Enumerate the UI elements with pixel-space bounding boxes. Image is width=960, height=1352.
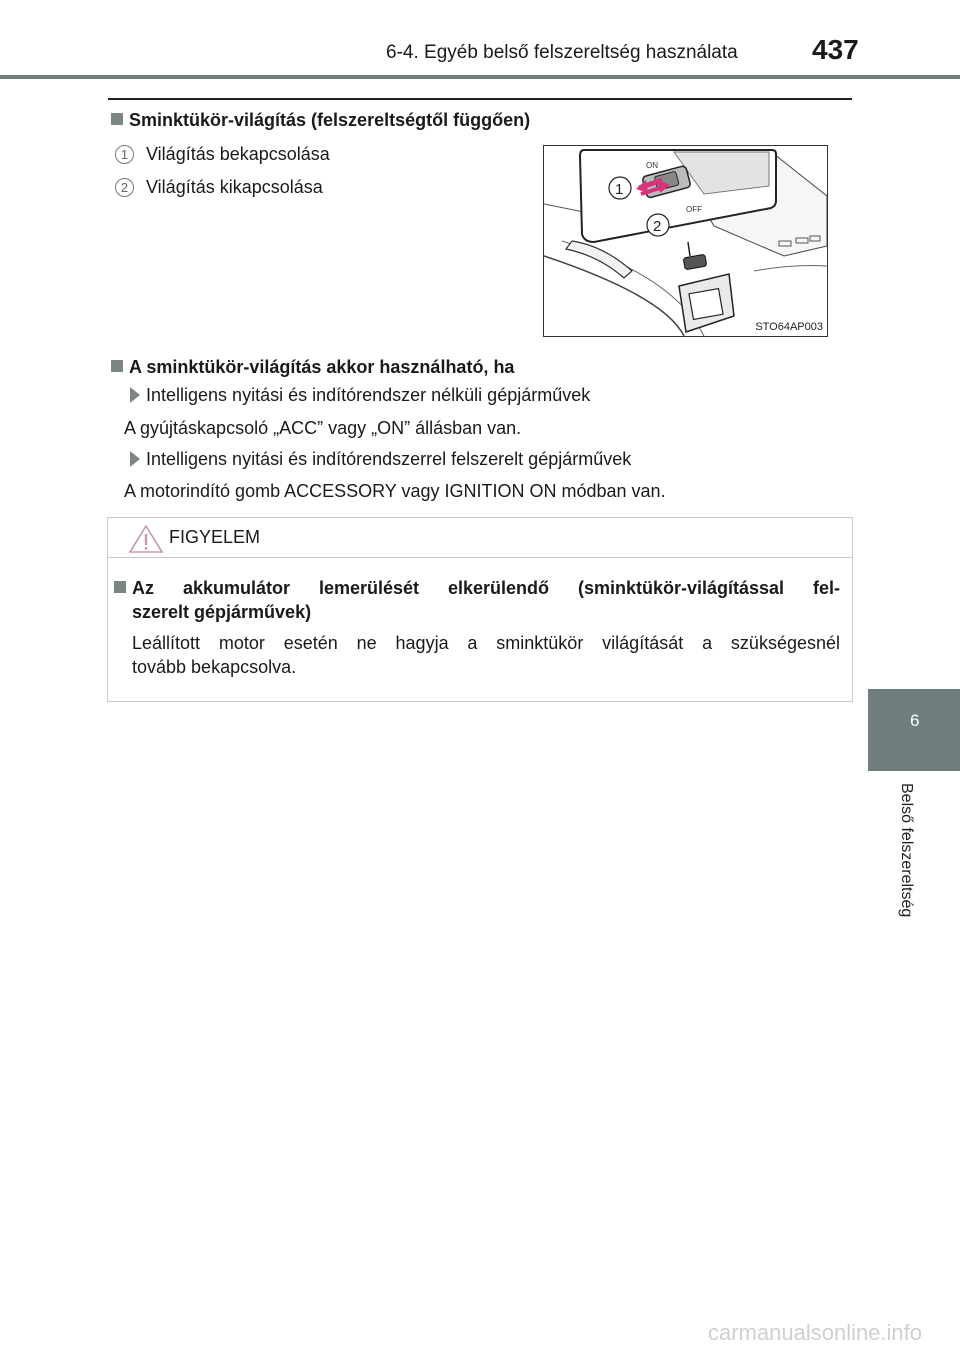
number-circle-2: 2 bbox=[115, 178, 134, 197]
case2-text: A motorindító gomb ACCESSORY vagy IGNITION ON módban van. bbox=[124, 481, 666, 501]
figure-on-label: ON bbox=[646, 161, 658, 170]
list-item bbox=[115, 177, 323, 198]
triangle-bullet-icon bbox=[130, 451, 140, 467]
list-item bbox=[115, 144, 330, 165]
chapter-tab bbox=[868, 689, 960, 771]
chapter-number: 6 bbox=[910, 711, 920, 730]
warning-heading-line1-text: Az akkumulátor lemerülését elkerülendő (sminktükör-világítással fel- bbox=[132, 578, 840, 598]
section2-heading bbox=[111, 357, 514, 378]
callout-1: 1 bbox=[615, 181, 624, 198]
figure-off-label: OFF bbox=[686, 205, 702, 214]
figure-code: STO64AP003 bbox=[755, 321, 823, 333]
number-circle-1: 1 bbox=[115, 145, 134, 164]
case1-text: A gyújtáskapcsoló „ACC” vagy „ON” állásban van. bbox=[124, 418, 522, 438]
list-item-text: Világítás kikapcsolása bbox=[146, 177, 323, 197]
warning-separator bbox=[108, 557, 852, 558]
header-rule bbox=[0, 75, 960, 79]
square-bullet-icon bbox=[111, 113, 123, 125]
section2-heading-text: A sminktükör-világítás akkor használható, ha bbox=[129, 357, 515, 377]
warning-heading-line1 bbox=[114, 578, 840, 599]
vanity-light-illustration bbox=[544, 146, 827, 336]
warning-box bbox=[107, 517, 853, 702]
case1-title bbox=[130, 385, 590, 406]
chapter-label-tab bbox=[868, 771, 960, 971]
list-item-text: Világítás bekapcsolása bbox=[146, 144, 330, 164]
header-title: 6-4. Egyéb belső felszereltség használata bbox=[386, 42, 738, 63]
warning-heading-line2: szerelt gépjárművek) bbox=[132, 602, 312, 622]
section-rule bbox=[108, 98, 852, 100]
section1-heading-text: Sminktükör-világítás (felszereltségtől függően) bbox=[129, 110, 531, 130]
case2-title bbox=[130, 449, 631, 470]
case1-title-text: Intelligens nyitási és indítórendszer nélküli gépjárművek bbox=[146, 385, 591, 405]
chapter-label: Belső felszereltség bbox=[898, 783, 915, 918]
watermark: carmanualsonline.info bbox=[708, 1320, 923, 1345]
case2-title-text: Intelligens nyitási és indítórendszerrel felszerelt gépjárművek bbox=[146, 449, 632, 469]
warning-body-line2: tovább bekapcsolva. bbox=[132, 657, 297, 677]
square-bullet-icon bbox=[114, 581, 126, 593]
page-number: 437 bbox=[812, 34, 859, 65]
warning-triangle-icon bbox=[128, 524, 164, 554]
callout-2: 2 bbox=[653, 218, 662, 235]
vanity-light-figure bbox=[543, 145, 828, 337]
warning-title: FIGYELEM bbox=[169, 527, 261, 547]
triangle-bullet-icon bbox=[130, 387, 140, 403]
section1-heading bbox=[111, 110, 530, 131]
square-bullet-icon bbox=[111, 360, 123, 372]
warning-body-line1: Leállított motor esetén ne hagyja a sminktükör világítását a szükségesnél bbox=[132, 633, 840, 653]
